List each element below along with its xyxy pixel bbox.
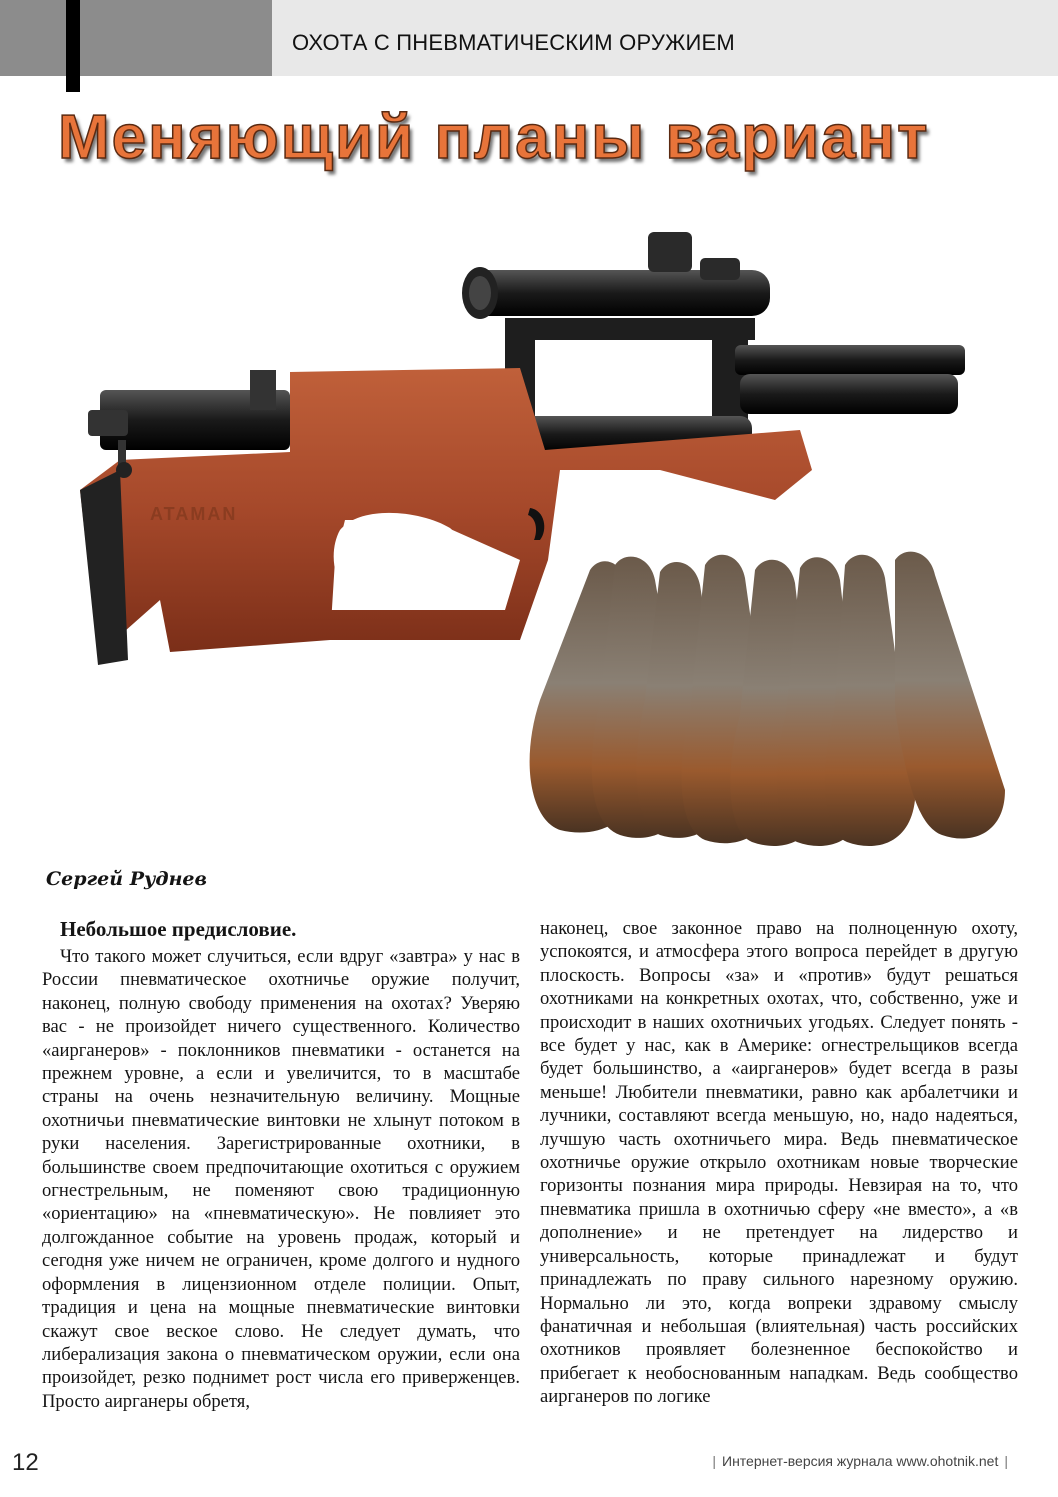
header-gray-block bbox=[0, 0, 272, 76]
article-paragraph-left: Что такого может случиться, если вдруг «завтра» у нас в России пневматическое охотничье оружие получит, наконец, полную свободу применения на охотах? Уверяю вас - не произойдет ничего существенного. Количество «аирганеров» - поклонников пневматики - останется на прежнем уровне, а если и увеличится, то в масштабе страны на очень незначительную величину. Мощные охотничьи пневматические винтовки не хлынут потоком в руки населения. Зарегистрированные охотники, в большинстве своем предпочитающие охотиться с оружием огнестрельным, не поменяют свою традиционную «ориентацию» на «пневматическую». Не повлияет это долгожданное событие на уровень продаж, который и сегодня уже ничем не ограничен, кроме долгого и нудного оформления в лицензионном отделе полиции. Опыт, традиция и цена на мощные пневматические винтовки скажут свое веское слово. Не следует думать, что либерализация закона о пневматическом оружии, если она произойдет, резко поднимет рост числа его приверженцев. Просто аирганеры обретя, bbox=[42, 946, 520, 1412]
author-name: Сергей Руднев bbox=[46, 868, 207, 890]
footer-site-text: Интернет-версия журнала www.ohotnik.net bbox=[722, 1453, 999, 1469]
article-title: Меняющий планы вариант bbox=[58, 103, 930, 172]
article-paragraph-right: наконец, свое законное право на полноценную охоту, успокоятся, и атмосфера этого вопроса перейдет в другую плоскость. Вопросы «за» и «против» будут решаться охотниками на конкретных охотах, что, собственно, уже и происходит в наших охотничьих угодьях. Следует понять - все будет у нас, как в Америке: огнестрельщиков всегда будет большинство, а «аирганеров» будет всегда в разы меньше! Любители пневматики, равно как арбалетчики и лучники, составляют всегда меньшую, но, надо надеяться, лучшую часть охотничьего мира. Ведь пневматическое охотничье оружие открыло охотникам новые творческие горизонты познания мира природы. Невзирая на то, что пневматика пришла в охотничью сферу «не вместо», а «в дополнение» и не претендует на лидерство и универсальность, которые принадлежат и будут принадлежать по праву сильного нарезному оружию. Нормально ли это, когда вопреки здравому смыслу фанатичная и небольшая (влиятельная) часть российских охотников проявляет болезненное беспокойство и прибегает к необоснованным нападкам. Ведь сообщество аирганеров по логике bbox=[540, 918, 1018, 1408]
article-column-left bbox=[42, 916, 520, 1413]
stock-brand-label: ATAMAN bbox=[150, 504, 238, 524]
article-subheading: Небольшое предисловие. bbox=[60, 917, 297, 941]
page-number: 12 bbox=[12, 1449, 39, 1476]
footer-divider-left: | bbox=[712, 1453, 716, 1469]
header-black-bar bbox=[66, 0, 80, 92]
footer-site bbox=[706, 1453, 1014, 1469]
section-title: ОХОТА С ПНЕВМАТИЧЕСКИМ ОРУЖИЕМ bbox=[292, 30, 735, 55]
article-photo bbox=[0, 210, 1058, 860]
article-column-right bbox=[540, 917, 1018, 1409]
footer-divider-right: | bbox=[1004, 1453, 1008, 1469]
squirrel-pelts-image bbox=[530, 552, 1005, 846]
